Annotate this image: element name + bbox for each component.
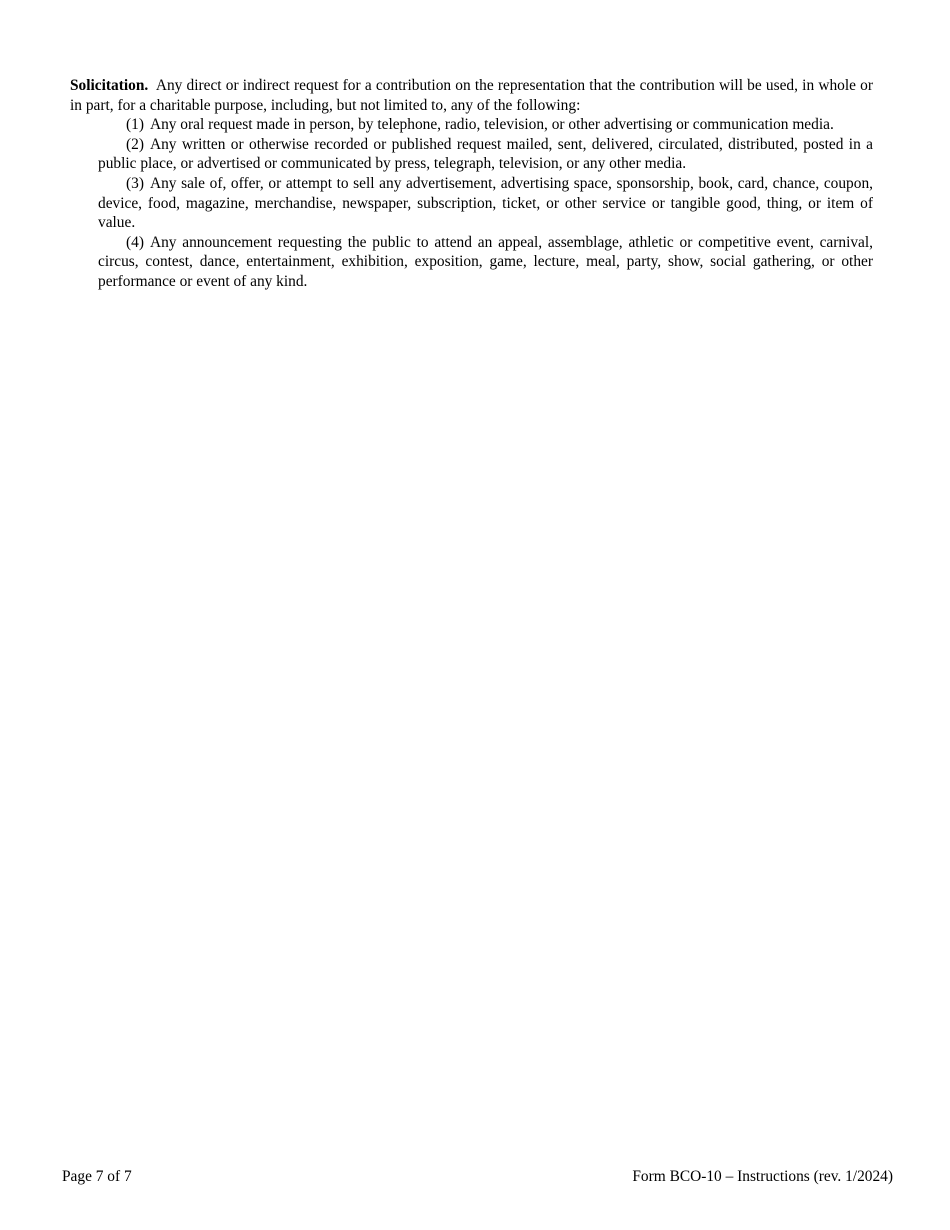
definition-text: Any direct or indirect request for a contribution on the representation that the contribution will be used, in whole or in part, for a charitable purpose, including, but not limited to, any of the following: [70,77,873,114]
page-number: Page 7 of 7 [62,1168,132,1185]
list-item [98,115,873,135]
list-item-number: (4) [126,233,144,251]
list-item [98,233,873,292]
list-item-text: Any sale of, offer, or attempt to sell any advertisement, advertising space, sponsorship, book, card, chance, coupon, device, food, magazine, merchandise, newspaper, subscription, ticket, or other service or tangible good, thing, or item of value. [98,174,873,232]
solicitation-list [70,115,873,291]
document-body [70,76,873,292]
list-item-text: Any written or otherwise recorded or published request mailed, sent, delivered, circulated, distributed, posted in a public place, or advertised or communicated by press, telegraph, television, or any other media. [98,135,873,173]
list-item-text: Any oral request made in person, by telephone, radio, television, or other advertising or communication media. [149,116,834,134]
list-item-text: Any announcement requesting the public to attend an appeal, assemblage, athletic or competitive event, carnival, circus, contest, dance, entertainment, exhibition, exposition, game, lecture, meal, party, show, social gathering, or other performance or event of any kind. [98,233,873,290]
list-item [98,135,873,174]
list-item-number: (3) [126,174,144,192]
definition-term: Solicitation. [70,77,149,94]
list-item-number: (2) [126,135,144,153]
solicitation-definition [70,76,873,115]
list-item-number: (1) [126,116,144,134]
list-item [98,174,873,233]
form-identifier: Form BCO-10 – Instructions (rev. 1/2024) [632,1168,893,1185]
